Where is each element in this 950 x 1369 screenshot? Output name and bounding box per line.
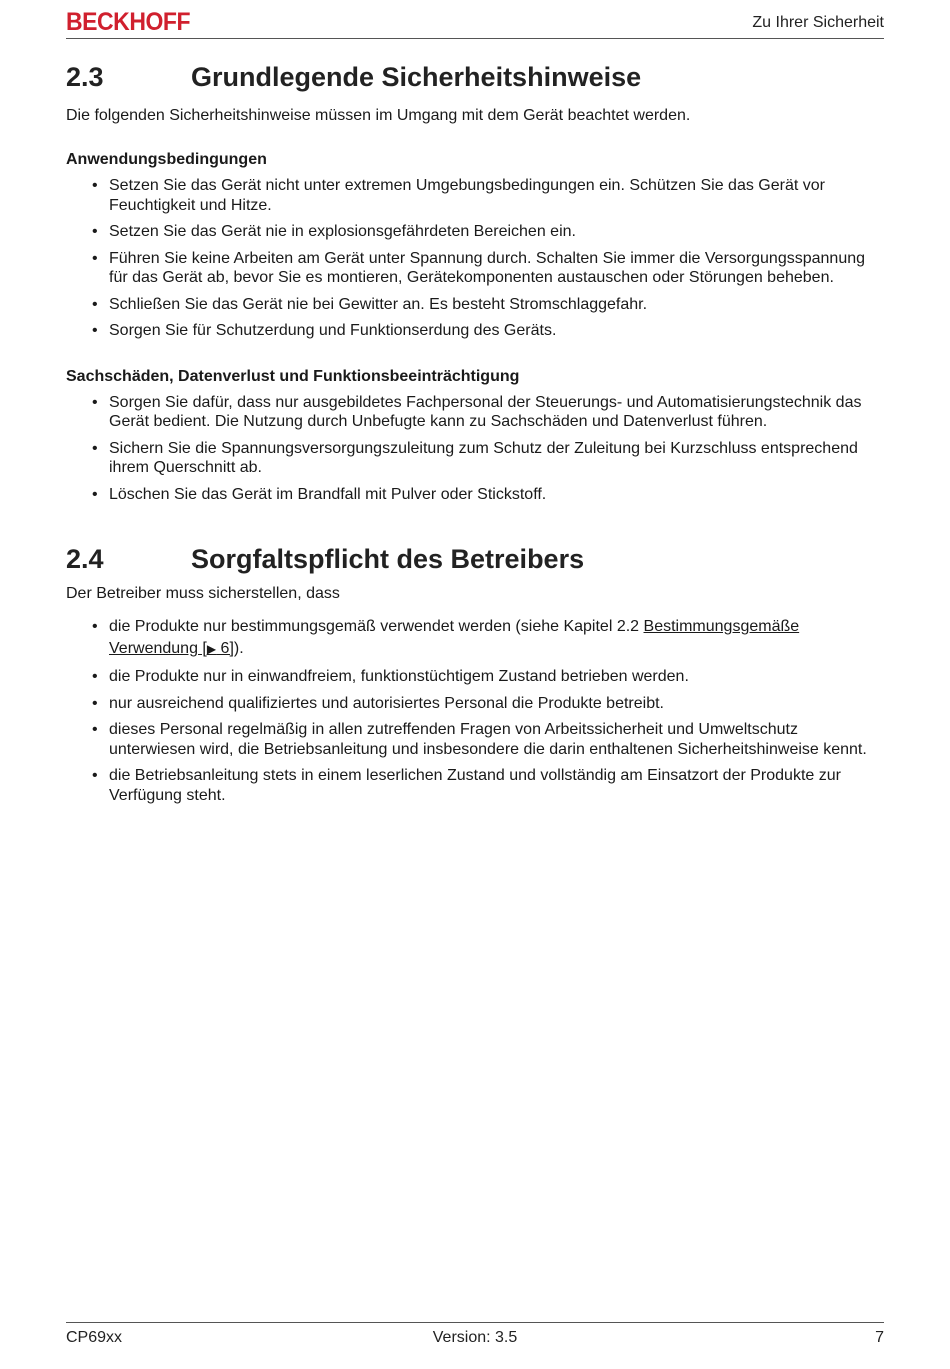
item-text: die Produkte nur bestimmungsgemäß verwendet werden (siehe Kapitel 2.2 bbox=[109, 618, 644, 635]
page-footer bbox=[66, 1322, 884, 1353]
section-intro: Die folgenden Sicherheitshinweise müssen im Umgang mit dem Gerät beachtet werden. bbox=[66, 107, 691, 124]
list-item: • dieses Personal regelmäßig in allen zutreffenden Fragen von Arbeitssicherheit und Umweltschutz unterwiesen wird, die Betriebsanleitung und insbesondere die darin enthaltenen Sicherheitshinweise kennt. bbox=[66, 720, 884, 759]
section-2-4-heading bbox=[66, 542, 884, 576]
list-item: • die Produkte nur in einwandfreiem, funktionstüchtigem Zustand betrieben werden. bbox=[66, 667, 884, 687]
footer-version: Version: 3.5 bbox=[432, 1329, 518, 1346]
footer-product: CP69xx bbox=[66, 1329, 123, 1346]
section-title: Grundlegende Sicherheitshinweise bbox=[191, 62, 642, 92]
list-item: • Sorgen Sie für Schutzerdung und Funktionserdung des Geräts. bbox=[66, 321, 884, 341]
list-item: • Setzen Sie das Gerät nicht unter extremen Umgebungsbedingungen ein. Schützen Sie das Gerät vor Feuchtigkeit und Hitze. bbox=[66, 176, 884, 215]
bullet-list bbox=[66, 393, 884, 505]
header-section-title: Zu Ihrer Sicherheit bbox=[752, 14, 884, 31]
list-item: • Löschen Sie das Gerät im Brandfall mit Pulver oder Stickstoff. bbox=[66, 485, 884, 505]
list-item: • Setzen Sie das Gerät nie in explosionsgefährdeten Bereichen ein. bbox=[66, 222, 884, 242]
list-item: • Sichern Sie die Spannungsversorgungszuleitung zum Schutz der Zuleitung bei Kurzschluss entsprechend ihrem Querschnitt ab. bbox=[66, 439, 884, 478]
link-page: 6] bbox=[216, 640, 234, 657]
section-title: Sorgfaltspflicht des Betreibers bbox=[191, 544, 585, 574]
triangle-right-icon: ▶ bbox=[206, 642, 217, 656]
page-header bbox=[66, 8, 884, 39]
list-item: • Führen Sie keine Arbeiten am Gerät unter Spannung durch. Schalten Sie immer die Versorgungsspannung für das Gerät ab, bevor Sie es montieren, Gerätekomponenten austauschen oder Störungen beheben. bbox=[66, 249, 884, 288]
link-text: Bestimmungsgemäße Verwendung [ bbox=[109, 618, 800, 657]
list-item: • Sorgen Sie dafür, dass nur ausgebildetes Fachpersonal der Steuerungs- und Automatisierungstechnik das Gerät bedient. Die Nutzung durch Unbefugte kann zu Sachschäden und Datenverlust führen. bbox=[66, 393, 884, 432]
section-2-3-heading bbox=[66, 60, 884, 94]
footer-page-number: 7 bbox=[875, 1329, 884, 1346]
section-intro: Der Betreiber muss sicherstellen, dass bbox=[66, 585, 340, 602]
beckhoff-logo: BECKHOFF bbox=[66, 8, 191, 36]
bullet-list bbox=[66, 616, 884, 805]
section-number: 2.3 bbox=[66, 62, 104, 92]
section-number: 2.4 bbox=[66, 544, 104, 574]
bullet-list bbox=[66, 176, 884, 341]
list-item: • Schließen Sie das Gerät nie bei Gewitter an. Es besteht Stromschlaggefahr. bbox=[66, 295, 884, 315]
item-text: ). bbox=[233, 640, 244, 657]
subheading-sachschaeden: Sachschäden, Datenverlust und Funktionsbeeinträchtigung bbox=[66, 367, 520, 385]
list-item: • die Betriebsanleitung stets in einem leserlichen Zustand und vollständig am Einsatzort der Produkte zur Verfügung steht. bbox=[66, 766, 884, 805]
subheading-anwendungsbedingungen: Anwendungsbedingungen bbox=[66, 151, 267, 168]
list-item: • nur ausreichend qualifiziertes und autorisiertes Personal die Produkte betreibt. bbox=[66, 694, 884, 714]
page-content bbox=[66, 60, 884, 812]
list-item bbox=[66, 616, 884, 660]
